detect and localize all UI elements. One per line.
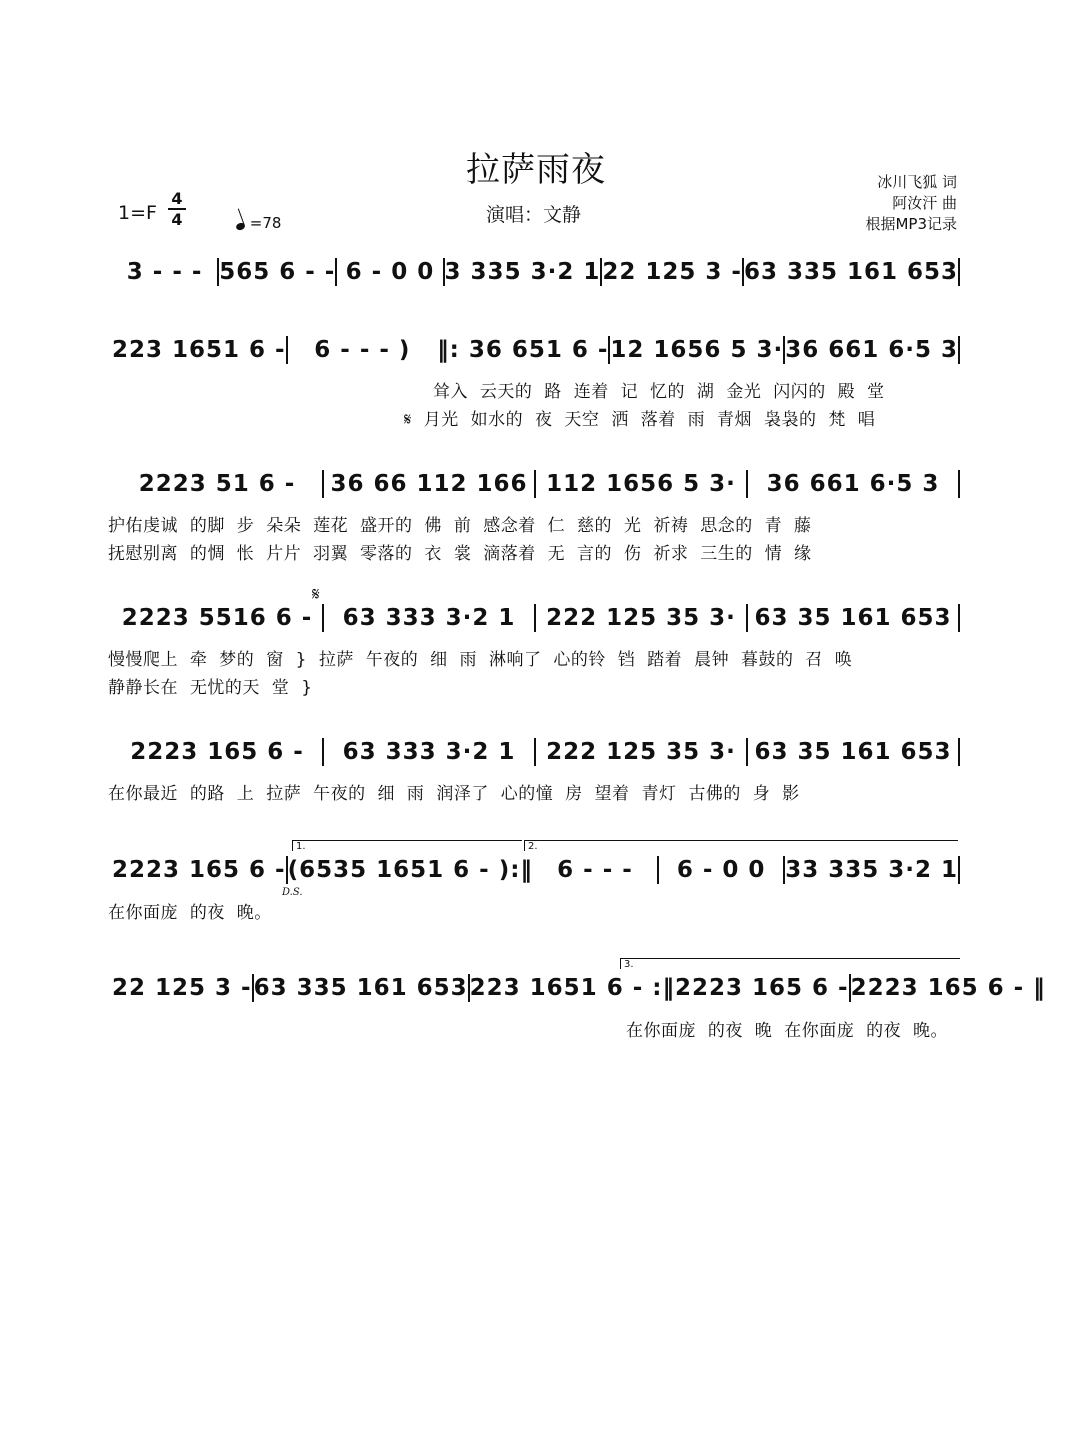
measure: 222 125 35 3· <box>546 605 736 631</box>
time-signature-bottom: 4 <box>171 210 183 229</box>
measure: 6 - - - <box>557 857 633 883</box>
measure: 22 125 3 - <box>602 259 742 285</box>
volta-3: 3. <box>620 958 960 969</box>
measure: 22 125 3 - <box>112 975 252 1001</box>
volta-2: 2. <box>524 840 958 851</box>
measure: 6 - - - ) <box>314 337 411 363</box>
notation-row-4 <box>112 598 960 638</box>
notation-row-6 <box>112 850 960 890</box>
measure: 12 1656 5 3· <box>610 337 784 363</box>
measure: 2223 165 6 - <box>674 975 849 1001</box>
measure: 2223 5516 6 - <box>121 605 313 631</box>
measure: 2223 165 6 - <box>112 857 286 883</box>
tempo-marking <box>236 214 281 232</box>
lyric-line: 静静长在 无忧的天 堂 } <box>108 678 313 698</box>
lyric-line: 耸入 云天的 路 连着 记 忆的 湖 金光 闪闪的 殿 堂 <box>433 382 885 402</box>
measure: 112 1656 5 3· <box>546 471 736 497</box>
ds-mark: D.S. <box>282 887 303 898</box>
measure: 565 6 - - <box>219 259 336 285</box>
measure: 63 335 161 653 <box>743 259 958 285</box>
credits-block <box>820 172 957 235</box>
measure: 63 333 3·2 1 <box>342 605 516 631</box>
lyric-line: 在你面庞 的夜 晚。 <box>108 903 272 923</box>
measure: 63 333 3·2 1 <box>342 739 516 765</box>
measure: 63 35 161 653 <box>754 739 952 765</box>
measure: 222 125 35 3· <box>546 739 736 765</box>
notation-row-1 <box>112 252 960 292</box>
measure: 36 661 6·5 3 <box>785 337 958 363</box>
measure: 223 1651 6 - <box>112 337 286 363</box>
notation-row-5 <box>112 732 960 772</box>
volta-1: 1. <box>292 840 522 851</box>
lyric-line: 在你最近 的路 上 拉萨 午夜的 细 雨 润泽了 心的憧 房 望着 青灯 古佛的 身 影 <box>108 784 800 804</box>
measure: 223 1651 6 - :‖ <box>469 975 675 1001</box>
source-note: 根据MP3记录 <box>865 215 957 233</box>
notation-row-2 <box>112 330 960 370</box>
measure: 6 - 0 0 <box>345 259 435 285</box>
time-signature <box>168 190 186 228</box>
measure: 2223 51 6 - <box>138 471 296 497</box>
measure: 2223 165 6 - <box>130 739 304 765</box>
measure: 6 - 0 0 <box>676 857 766 883</box>
singer-credit: 演唱：文静 <box>486 204 582 226</box>
lyric-line: 抚慰别离 的惆 怅 片片 羽翼 零落的 衣 裳 滴落着 无 言的 伤 祈求 三生的 情 缘 <box>108 544 812 564</box>
composer-credit: 阿汝汗 曲 <box>892 194 957 212</box>
lyric-line: 𝄋 月光 如水的 夜 天空 洒 落着 雨 青烟 袅袅的 梵 唱 <box>404 410 876 430</box>
segno-mark: 𝄋 <box>312 584 320 605</box>
time-signature-top: 4 <box>171 189 183 208</box>
measure: 3 335 3·2 1 <box>444 259 601 285</box>
measure: 3 - - - <box>126 259 203 285</box>
key-signature: 1=F <box>118 202 157 224</box>
measure: 36 661 6·5 3 <box>766 471 940 497</box>
tempo-value: =78 <box>249 214 282 232</box>
lyric-line: 在你面庞 的夜 晚 在你面庞 的夜 晚。 <box>626 1021 949 1041</box>
measure: 36 66 112 166 <box>330 471 528 497</box>
notation-row-7 <box>112 968 1046 1008</box>
measure: 33 335 3·2 1 <box>785 857 959 883</box>
song-title: 拉萨雨夜 <box>466 150 606 190</box>
quarter-note-icon <box>235 222 246 232</box>
measure: (6535 1651 6 - ):‖ <box>287 857 533 883</box>
lyricist-credit: 冰川飞狐 词 <box>877 173 957 191</box>
measure: 63 35 161 653 <box>754 605 952 631</box>
lyric-line: 慢慢爬上 牵 梦的 窗 } 拉萨 午夜的 细 雨 淋响了 心的铃 铛 踏着 晨钟 暮鼓的 召 唤 <box>108 650 853 670</box>
lyric-line: 护佑虔诚 的脚 步 朵朵 莲花 盛开的 佛 前 感念着 仁 慈的 光 祈祷 思念的 青 藤 <box>108 516 812 536</box>
measure: 2223 165 6 - ‖ <box>850 975 1046 1001</box>
notation-row-3 <box>112 464 960 504</box>
measure: 63 335 161 653 <box>253 975 468 1001</box>
measure: ‖: 36 651 6 - <box>437 337 609 363</box>
